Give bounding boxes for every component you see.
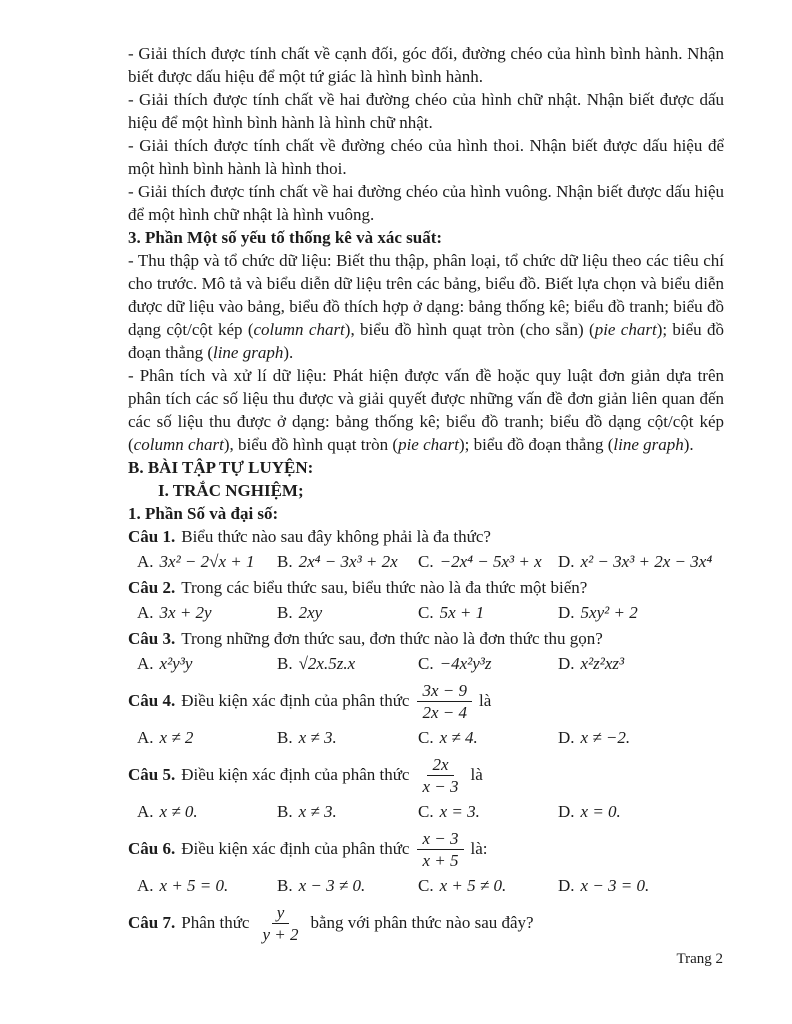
option-b: B. 2xy: [277, 603, 323, 622]
question-2-text: Câu 2. Trong các biểu thức sau, biểu thức nào là đa thức một biến?: [128, 578, 588, 597]
fraction-numerator: 3x − 9: [417, 681, 472, 702]
heading-statistics: 3. Phần Một số yếu tố thống kê và xác suất:: [128, 228, 443, 247]
option-d: D. x²z²xz³: [558, 654, 625, 673]
question-7-text: Câu 7. Phân thức $\frac{y}{y + 2}$ bằng với phân thức nào sau đây?: [128, 902, 534, 944]
question-2-options: [128, 599, 724, 627]
question-3-text: Câu 3. Trong những đơn thức sau, đơn thức nào là đơn thức thu gọn?: [128, 629, 603, 648]
question-4-text: Câu 4. Điều kiện xác định của phân thức $\frac{3x - 9}{2x - 4}$ là: [128, 680, 492, 722]
option-b: B. √2x.5z.x: [277, 654, 356, 673]
option-a: A. 3x² − 2√x + 1: [137, 552, 255, 571]
fraction-denominator: y + 2: [262, 924, 299, 944]
heading-section-b: B. BÀI TẬP TỰ LUYỆN:: [128, 458, 314, 477]
option-d: D. x ≠ −2.: [558, 728, 631, 747]
option-c: C. −4x²y³z: [418, 654, 492, 673]
paragraph-statistics-1: - Thu thập và tổ chức dữ liệu: Biết thu thập, phân loại, tổ chức dữ liệu theo các tiêu chí cho trước. Mô tả và biểu diễn dữ liệu trên các bảng, biểu đồ. Biết lựa chọn và biểu diễn được dữ liệu vào bảng, biểu đồ thích hợp ở dạng: bảng thống kê; biểu đồ tranh; biểu đồ dạng cột/cột kép (column chart), biểu đồ hình quạt tròn (cho sẵn) (pie chart); biểu đồ đoạn thẳng (line graph).: [128, 251, 725, 362]
question-6-label: Câu 6.: [128, 839, 176, 858]
option-d: D. x − 3 = 0.: [558, 876, 650, 895]
option-a: A. 3x + 2y: [137, 603, 212, 622]
question-1-text: Câu 1. Biểu thức nào sau đây không phải là đa thức?: [128, 527, 491, 546]
option-c: C. x = 3.: [418, 802, 480, 821]
question-2-label: Câu 2.: [128, 578, 176, 597]
option-b: B. 2x⁴ − 3x³ + 2x: [277, 552, 398, 571]
page-number: Trang 2: [676, 951, 723, 967]
option-c: C. x ≠ 4.: [418, 728, 478, 747]
option-b: B. x ≠ 3.: [277, 728, 337, 747]
fraction-denominator: x + 5: [422, 850, 459, 870]
question-3-label: Câu 3.: [128, 629, 176, 648]
option-b: B. x ≠ 3.: [277, 802, 337, 821]
question-5-label: Câu 5.: [128, 765, 176, 784]
option-a: A. x + 5 = 0.: [137, 876, 229, 895]
question-4-label: Câu 4.: [128, 691, 176, 710]
option-c: C. x + 5 ≠ 0.: [418, 876, 507, 895]
fraction-denominator: 2x − 4: [422, 702, 468, 722]
question-1-label: Câu 1.: [128, 527, 176, 546]
paragraph-geometry-2: - Giải thích được tính chất về hai đường chéo của hình chữ nhật. Nhận biết được dấu hiệu để một hình bình hành là hình chữ nhật.: [128, 90, 724, 132]
question-3-options: [128, 650, 724, 678]
option-c: C. 5x + 1: [418, 603, 485, 622]
fraction: [417, 755, 463, 796]
question-7-label: Câu 7.: [128, 913, 176, 932]
fraction: [417, 829, 463, 870]
heading-part-1: 1. Phần Số và đại số:: [128, 504, 279, 523]
question-5-text: Câu 5. Điều kiện xác định của phân thức $\frac{2x}{x - 3}$ là: [128, 754, 483, 796]
fraction-numerator: 2x: [427, 755, 453, 776]
heading-trac-nghiem: I. TRẮC NGHIỆM;: [158, 481, 304, 500]
question-6-text: Câu 6. Điều kiện xác định của phân thức $\frac{x - 3}{x + 5}$ là:: [128, 828, 488, 870]
option-c: C. −2x⁴ − 5x³ + x: [418, 552, 542, 571]
question-6-options: [128, 872, 724, 900]
option-b: B. x − 3 ≠ 0.: [277, 876, 366, 895]
option-d: D. x = 0.: [558, 802, 621, 821]
option-a: A. x ≠ 2: [137, 728, 194, 747]
fraction-denominator: x − 3: [422, 776, 459, 796]
paragraph-geometry-3: - Giải thích được tính chất về đường chéo của hình thoi. Nhận biết được dấu hiệu để một hình bình hành là hình thoi.: [128, 136, 724, 178]
question-5-options: [128, 798, 724, 826]
paragraph-geometry-4: - Giải thích được tính chất về hai đường chéo của hình vuông. Nhận biết được dấu hiệu để một hình chữ nhật là hình vuông.: [128, 182, 724, 224]
option-a: A. x²y³y: [137, 654, 193, 673]
page-content: [128, 42, 724, 946]
paragraph-statistics-2: - Phân tích và xử lí dữ liệu: Phát hiện được vấn đề hoặc quy luật đơn giản dựa trên phân tích các số liệu thu được và giải quyết được những vấn đề đơn giản liên quan đến các số liệu thu được ở dạng: bảng thống kê; biểu đồ tranh; biểu đồ dạng cột/cột kép (column chart), biểu đồ hình quạt tròn (pie chart); biểu đồ đoạn thẳng (line graph).: [128, 366, 724, 454]
option-a: A. x ≠ 0.: [137, 802, 198, 821]
paragraph-geometry-1: - Giải thích được tính chất về cạnh đối, góc đối, đường chéo của hình bình hành. Nhận biết được dấu hiệu để một tứ giác là hình bình hành.: [128, 44, 724, 86]
fraction-numerator: y: [272, 903, 290, 924]
fraction: [257, 903, 303, 944]
option-d: D. x² − 3x³ + 2x − 3x⁴: [558, 552, 713, 571]
fraction: [417, 681, 472, 722]
fraction-numerator: x − 3: [417, 829, 463, 850]
question-4-options: [128, 724, 724, 752]
question-1-options: [128, 548, 724, 576]
option-d: D. 5xy² + 2: [558, 603, 638, 622]
